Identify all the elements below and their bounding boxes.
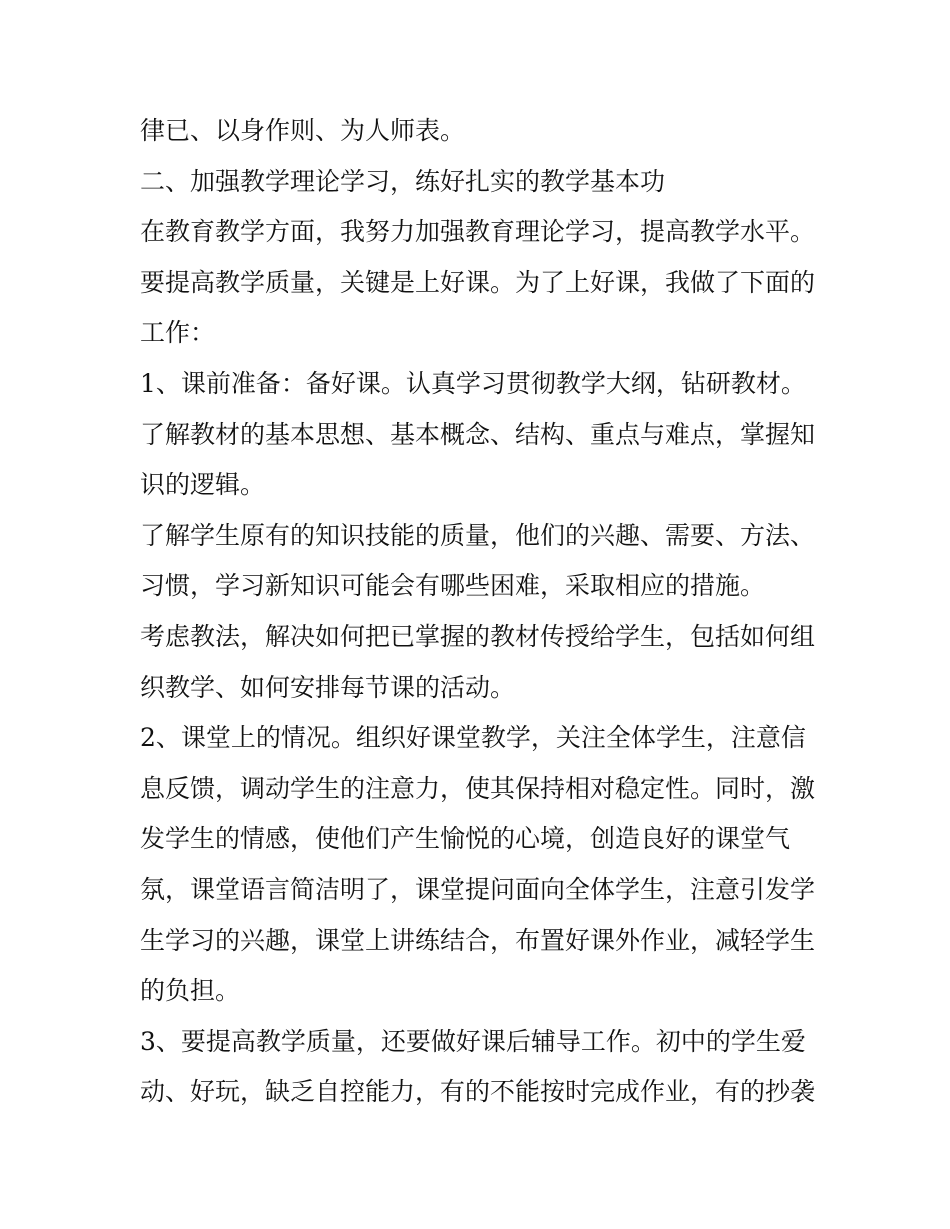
list-item-1-preparation: 1、课前准备：备好课。认真学习贯彻教学大纲，钻研教材。 (140, 368, 806, 398)
section-heading-2: 二、加强教学理论学习，练好扎实的教学基本功 (140, 166, 666, 196)
paragraph-teaching-theory: 在教育教学方面，我努力加强教育理论学习，提高教学水平。 (140, 217, 816, 247)
paragraph-understand-students: 了解学生原有的知识技能的质量，他们的兴趣、需要、方法、 习惯，学习新知识可能会有哪些困难，采取相应的措施。 (140, 520, 816, 601)
paragraph-teaching-methods: 考虑教法，解决如何把已掌握的教材传授给学生，包括如何组 织教学、如何安排每节课的活动。 (140, 621, 816, 702)
paragraph-understand-materials: 了解教材的基本思想、基本概念、结构、重点与难点，掌握知 识的逻辑。 (140, 419, 816, 500)
list-item-2-classroom: 2、课堂上的情况。组织好课堂教学，关注全体学生，注意信 息反馈，调动学生的注意力，使其保持相对稳定性。同时，激 发学生的情感，使他们产生愉悦的心境，创造良好的课堂气 氛，课堂语言简洁明了，课堂提问面向全体学生，注意引发学 生学习的兴趣，课堂上讲练结合，布置好课外作业，减轻学生 的负担。 (140, 723, 816, 1006)
paragraph-continuation: 律已、以身作则、为人师表。 (140, 116, 466, 145)
paragraph-quality-key: 要提高教学质量，关键是上好课。为了上好课，我做了下面的 工作： (140, 267, 816, 348)
list-item-3-tutoring: 3、要提高教学质量，还要做好课后辅导工作。初中的学生爱 动、好玩，缺乏自控能力，有的不能按时完成作业，有的抄袭 (140, 1026, 816, 1107)
document-body (140, 106, 820, 1118)
